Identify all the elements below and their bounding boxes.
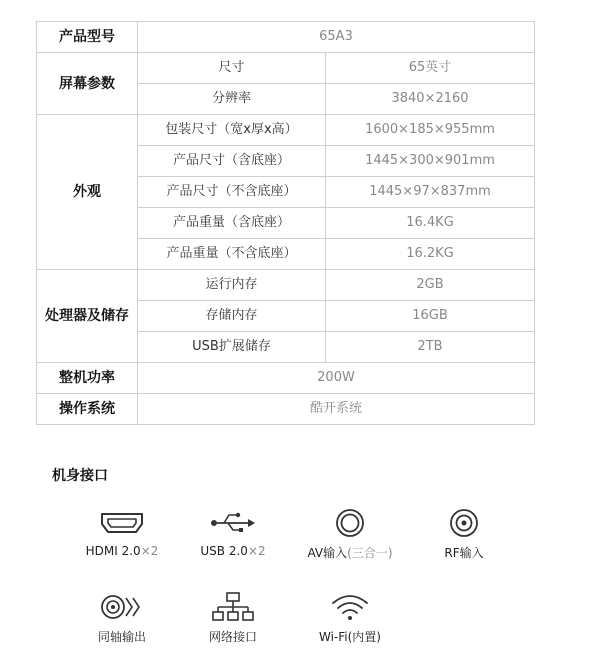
- os-value: 酷开系统: [138, 394, 535, 425]
- table-row: [37, 394, 535, 425]
- usb-icon: [208, 508, 258, 538]
- hdmi-label: HDMI 2.0×2: [85, 544, 159, 558]
- screen-size-label: 尺寸: [138, 53, 326, 84]
- rf-label: RF输入: [444, 546, 484, 560]
- screen-label: 屏幕参数: [37, 53, 138, 115]
- ethernet-label: 网络接口: [208, 630, 257, 644]
- weight-without-stand-value: 16.2KG: [326, 239, 535, 270]
- size-without-stand-label: 产品尺寸（不含底座）: [138, 177, 326, 208]
- ram-label: 运行内存: [138, 270, 326, 301]
- power-value: 200W: [138, 363, 535, 394]
- port-ethernet: [173, 592, 293, 645]
- size-with-stand-value: 1445×300×901mm: [326, 146, 535, 177]
- hdmi-icon: [99, 508, 145, 538]
- table-row: [37, 53, 535, 84]
- port-coaxial: [62, 592, 182, 645]
- coaxial-icon: [99, 592, 145, 622]
- spec-table: [36, 21, 535, 425]
- size-with-stand-label: 产品尺寸（含底座）: [138, 146, 326, 177]
- ethernet-icon: [212, 592, 254, 622]
- port-wifi: [290, 592, 410, 645]
- processor-label: 处理器及储存: [37, 270, 138, 363]
- model-label: 产品型号: [37, 22, 138, 53]
- model-value: 65A3: [138, 22, 535, 53]
- usb-storage-label: USB扩展储存: [138, 332, 326, 363]
- usb-label: USB 2.0×2: [200, 544, 266, 558]
- av-icon: [335, 508, 365, 538]
- ports-title: 机身接口: [52, 468, 108, 484]
- os-label: 操作系统: [37, 394, 138, 425]
- storage-value: 16GB: [326, 301, 535, 332]
- weight-with-stand-label: 产品重量（含底座）: [138, 208, 326, 239]
- port-av: [290, 508, 410, 561]
- size-without-stand-value: 1445×97×837mm: [326, 177, 535, 208]
- av-label: AV输入(三合一): [307, 546, 393, 560]
- package-size-label: 包装尺寸（宽x厚x高）: [138, 115, 326, 146]
- coaxial-label: 同轴输出: [97, 630, 146, 644]
- resolution-value: 3840×2160: [326, 84, 535, 115]
- appearance-label: 外观: [37, 115, 138, 270]
- weight-without-stand-label: 产品重量（不含底座）: [138, 239, 326, 270]
- screen-size-value: 65英寸: [326, 53, 535, 84]
- table-row: [37, 270, 535, 301]
- resolution-label: 分辨率: [138, 84, 326, 115]
- usb-storage-value: 2TB: [326, 332, 535, 363]
- package-size-value: 1600×185×955mm: [326, 115, 535, 146]
- wifi-icon: [330, 592, 370, 622]
- port-rf: [404, 508, 524, 561]
- wifi-label: Wi-Fi(内置): [319, 630, 381, 644]
- storage-label: 存储内存: [138, 301, 326, 332]
- weight-with-stand-value: 16.4KG: [326, 208, 535, 239]
- table-row: [37, 115, 535, 146]
- rf-icon: [449, 508, 479, 538]
- port-usb: [173, 508, 293, 558]
- power-label: 整机功率: [37, 363, 138, 394]
- table-row: [37, 22, 535, 53]
- port-hdmi: [62, 508, 182, 558]
- table-row: [37, 363, 535, 394]
- ram-value: 2GB: [326, 270, 535, 301]
